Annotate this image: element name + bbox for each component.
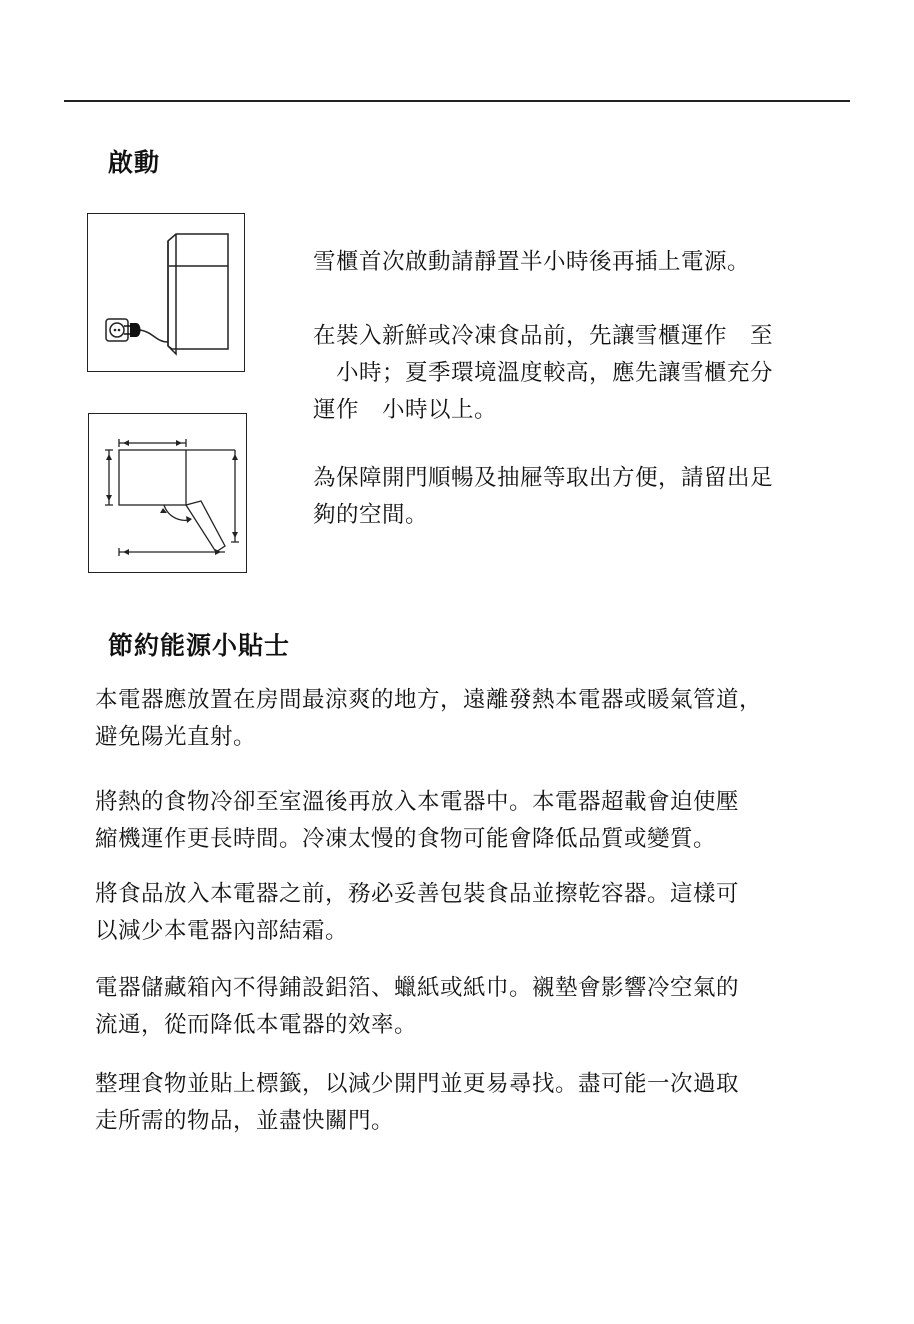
door-clearance-diagram: [88, 413, 247, 573]
tip-item: 將熱的食物冷卻至室溫後再放入本電器中。本電器超載會迫使壓 縮機運作更長時間。冷凍太慢的食物可能會降低品質或變質。: [95, 789, 740, 852]
tips-heading: 節約能源小貼士: [108, 631, 291, 660]
plug-icon: [130, 323, 141, 337]
open-door-icon: [186, 501, 225, 552]
tip-item: 整理食物並貼上標籤，以減少開門並更易尋找。盡可能一次過取 走所需的物品，並盡快關門。: [95, 1071, 740, 1134]
startup-space-note: 為保障開門順暢及抽屜等取出方便，請留出足 夠的空間。: [313, 465, 774, 528]
fridge-topview-icon: [119, 450, 186, 505]
startup-rest-note: 雪櫃首次啟動請靜置半小時後再插上電源。: [313, 249, 751, 275]
fridge-body-icon: [168, 234, 228, 349]
fridge-plug-illustration: [87, 213, 245, 372]
tip-item: 將食品放入本電器之前，務必妥善包裝食品並擦乾容器。這樣可 以減少本電器內部結霜。: [95, 881, 740, 944]
tip-item: 電器儲藏箱內不得鋪設鋁箔、蠟紙或紙巾。襯墊會影響冷空氣的 流通，從而降低本電器的效率。: [95, 975, 740, 1038]
startup-heading: 啟動: [108, 148, 161, 177]
startup-cooling-note: 在裝入新鮮或冷凍食品前，先讓雪櫃運作 至 小時；夏季環境溫度較高，應先讓雪櫃充分 運作 小時以上。: [313, 323, 774, 423]
header-rule: [64, 100, 850, 102]
tip-item: 本電器應放置在房間最涼爽的地方，遠離發熱本電器或暖氣管道， 避免陽光直射。: [95, 687, 763, 750]
